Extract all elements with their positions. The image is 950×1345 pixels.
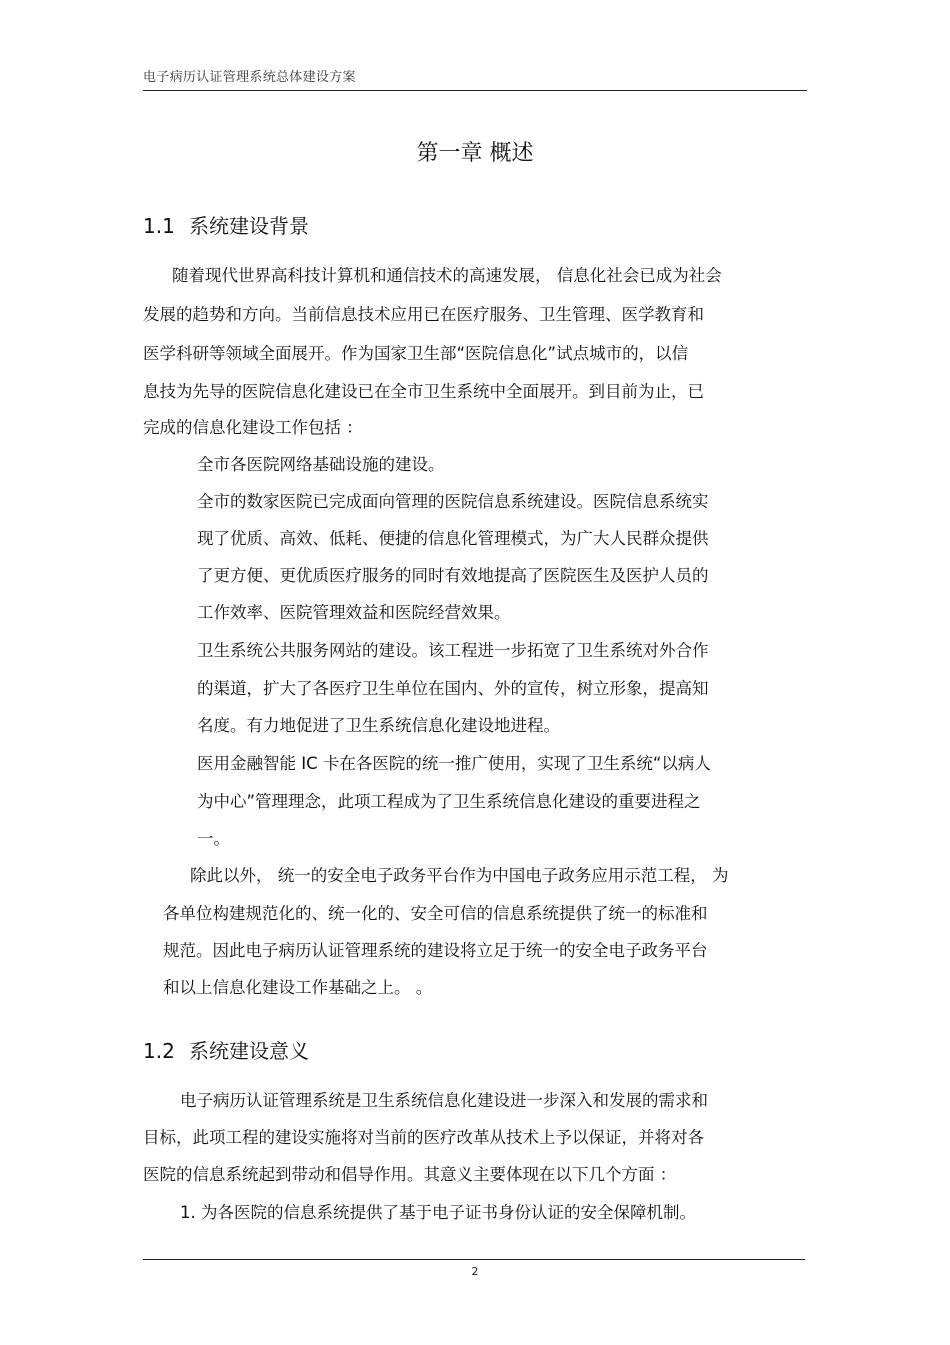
list-item-line: 为中心”管理理念，此项工程成为了卫生系统信息化建设的重要进程之 xyxy=(197,792,701,811)
section-number: 1.1 xyxy=(143,214,175,238)
list-item-line: 名度。有力地促进了卫生系统信息化建设地进程。 xyxy=(197,716,560,735)
footer-rule xyxy=(143,1259,805,1260)
list-item-line: 一。 xyxy=(197,829,230,848)
list-item-line: 全市各医院网络基础设施的建设。 xyxy=(197,455,445,474)
running-header: 电子病历认证管理系统总体建设方案 xyxy=(143,70,356,85)
section-heading-1-2 xyxy=(143,1035,309,1064)
body-line: 除此以外， 统一的安全电子政务平台作为中国电子政务应用示范工程， 为 xyxy=(190,866,729,885)
list-item-line: 的渠道，扩大了各医疗卫生单位在国内、外的宣传，树立形象，提高知 xyxy=(197,679,709,698)
list-item-line: 卫生系统公共服务网站的建设。该工程进一步拓宽了卫生系统对外合作 xyxy=(197,641,709,660)
body-line: 医院的信息系统起到带动和倡导作用。其意义主要体现在以下几个方面 ： xyxy=(143,1165,677,1184)
list-item-line: 现了优质、高效、低耗、便捷的信息化管理模式，为广大人民群众提供 xyxy=(197,529,709,548)
body-line: 各单位构建规范化的、统一化的、安全可信的信息系统提供了统一的标准和 xyxy=(163,904,708,923)
page-number: 2 xyxy=(471,1265,479,1278)
list-item-line: 全市的数家医院已完成面向管理的医院信息系统建设。医院信息系统实 xyxy=(197,492,709,511)
section-heading-1-1 xyxy=(143,210,309,239)
body-line: 电子病历认证管理系统是卫生系统信息化建设进一步深入和发展的需求和 xyxy=(180,1091,708,1110)
list-item-line: 医用金融智能 IC 卡在各医院的统一推广使用，实现了卫生系统“以病人 xyxy=(197,754,711,773)
section-title: 系统建设意义 xyxy=(189,1039,309,1063)
numbered-item: 1. 为各医院的信息系统提供了基于电子证书身份认证的安全保障机制。 xyxy=(180,1203,696,1222)
body-line: 规范。因此电子病历认证管理系统的建设将立足于统一的安全电子政务平台 xyxy=(163,941,708,960)
body-line: 息技为先导的医院信息化建设已在全市卫生系统中全面展开。到目前为止，已 xyxy=(143,382,704,401)
list-item-line: 工作效率、医院管理效益和医院经营效果。 xyxy=(197,603,511,622)
body-line: 随着现代世界高科技计算机和通信技术的高速发展， 信息化社会已成为社会 xyxy=(172,266,722,285)
body-line: 医学科研等领域全面展开。作为国家卫生部“医院信息化”试点城市的，以信 xyxy=(143,344,689,363)
section-number: 1.2 xyxy=(143,1039,175,1063)
body-line: 目标，此项工程的建设实施将对当前的医疗改革从技术上予以保证，并将对各 xyxy=(143,1128,704,1147)
body-line: 和以上信息化建设工作基础之上。 。 xyxy=(163,978,433,997)
chapter-title: 第一章 概述 xyxy=(416,141,534,166)
body-line: 发展的趋势和方向。当前信息技术应用已在医疗服务、卫生管理、医学教育和 xyxy=(143,305,704,324)
section-title: 系统建设背景 xyxy=(189,214,309,238)
header-rule xyxy=(143,90,807,91)
body-line: 完成的信息化建设工作包括 ： xyxy=(143,418,363,437)
list-item-line: 了更方便、更优质医疗服务的同时有效地提高了医院医生及医护人员的 xyxy=(197,566,709,585)
